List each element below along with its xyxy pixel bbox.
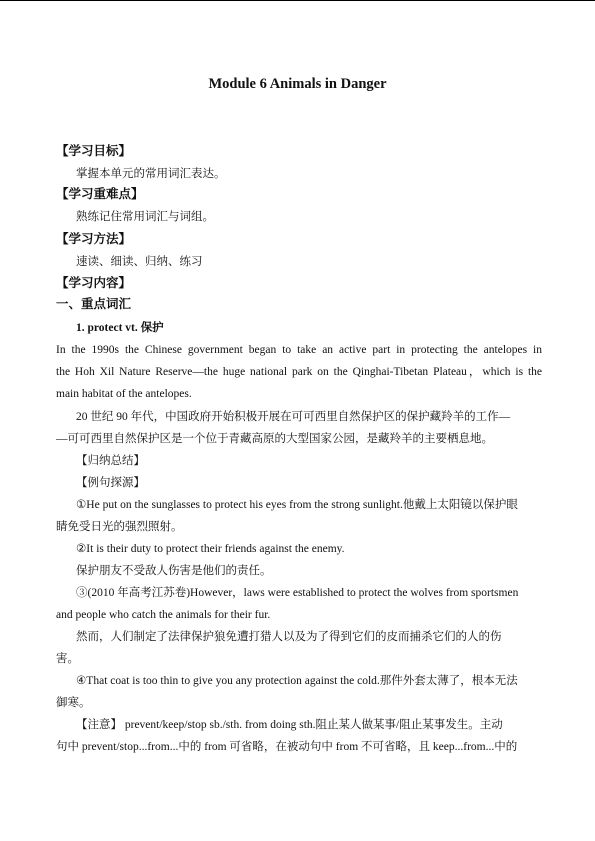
summary-tag: 【归纳总结】: [76, 455, 145, 467]
example-tag: 【例句探源】: [76, 477, 145, 489]
example-sentence: 然而，人们制定了法律保护狼免遭打猎人以及为了得到它们的皮而捕杀它们的人的伤: [76, 631, 502, 643]
methods-text: 速读、细读、归纳、练习: [76, 256, 203, 268]
note-text: 【注意】 prevent/keep/stop sb./sth. from doing sth.阻止某人做某事/阻止某事发生。主动: [76, 719, 503, 731]
section-heading-content: 【学习内容】: [56, 276, 132, 290]
top-border-line: [0, 0, 595, 1]
paragraph-line: main habitat of the antelopes.: [56, 388, 192, 400]
example-sentence: and people who catch the animals for their fur.: [56, 609, 271, 621]
part-heading-vocabulary: 一、重点词汇: [56, 297, 132, 311]
example-sentence: 害。: [56, 653, 79, 665]
page-title: Module 6 Animals in Danger: [208, 76, 387, 92]
paragraph-line: 20 世纪 90 年代，中国政府开始积极开展在可可西里自然保护区的保护藏羚羊的工作—: [76, 411, 511, 423]
paragraph-line: In the 1990s the Chinese government began to take an active part in protecting the antelopes in: [56, 344, 542, 356]
example-sentence: ②It is their duty to protect their friends against the enemy.: [76, 543, 345, 555]
vocab-item-protect: 1. protect vt. 保护: [76, 322, 164, 334]
section-heading-methods: 【学习方法】: [56, 232, 132, 246]
section-heading-key-points: 【学习重难点】: [56, 187, 144, 201]
paragraph-line: —可可西里自然保护区是一个位于青藏高原的大型国家公园，是藏羚羊的主要栖息地。: [56, 433, 493, 445]
section-heading-goals: 【学习目标】: [56, 144, 132, 158]
example-sentence: 睛免受日光的强烈照射。: [56, 521, 183, 533]
example-sentence: ④That coat is too thin to give you any protection against the cold.那件外套太薄了，根本无法: [76, 675, 518, 687]
example-sentence: 御寒。: [56, 697, 91, 709]
example-sentence: ③(2010 年高考江苏卷)However，laws were established to protect the wolves from sportsmen: [76, 587, 519, 599]
goals-text: 掌握本单元的常用词汇表达。: [76, 168, 226, 180]
key-points-text: 熟练记住常用词汇与词组。: [76, 211, 214, 223]
note-text: 句中 prevent/stop...from...中的 from 可省略，在被动句中 from 不可省略，且 keep...from...中的: [56, 741, 518, 753]
paragraph-line: the Hoh Xil Nature Reserve—the huge national park on the Qinghai-Tibetan Plateau，which is the: [56, 366, 542, 378]
example-sentence: ①He put on the sunglasses to protect his eyes from the strong sunlight.他戴上太阳镜以保护眼: [76, 499, 518, 511]
example-sentence: 保护朋友不受敌人伤害是他们的责任。: [76, 565, 272, 577]
